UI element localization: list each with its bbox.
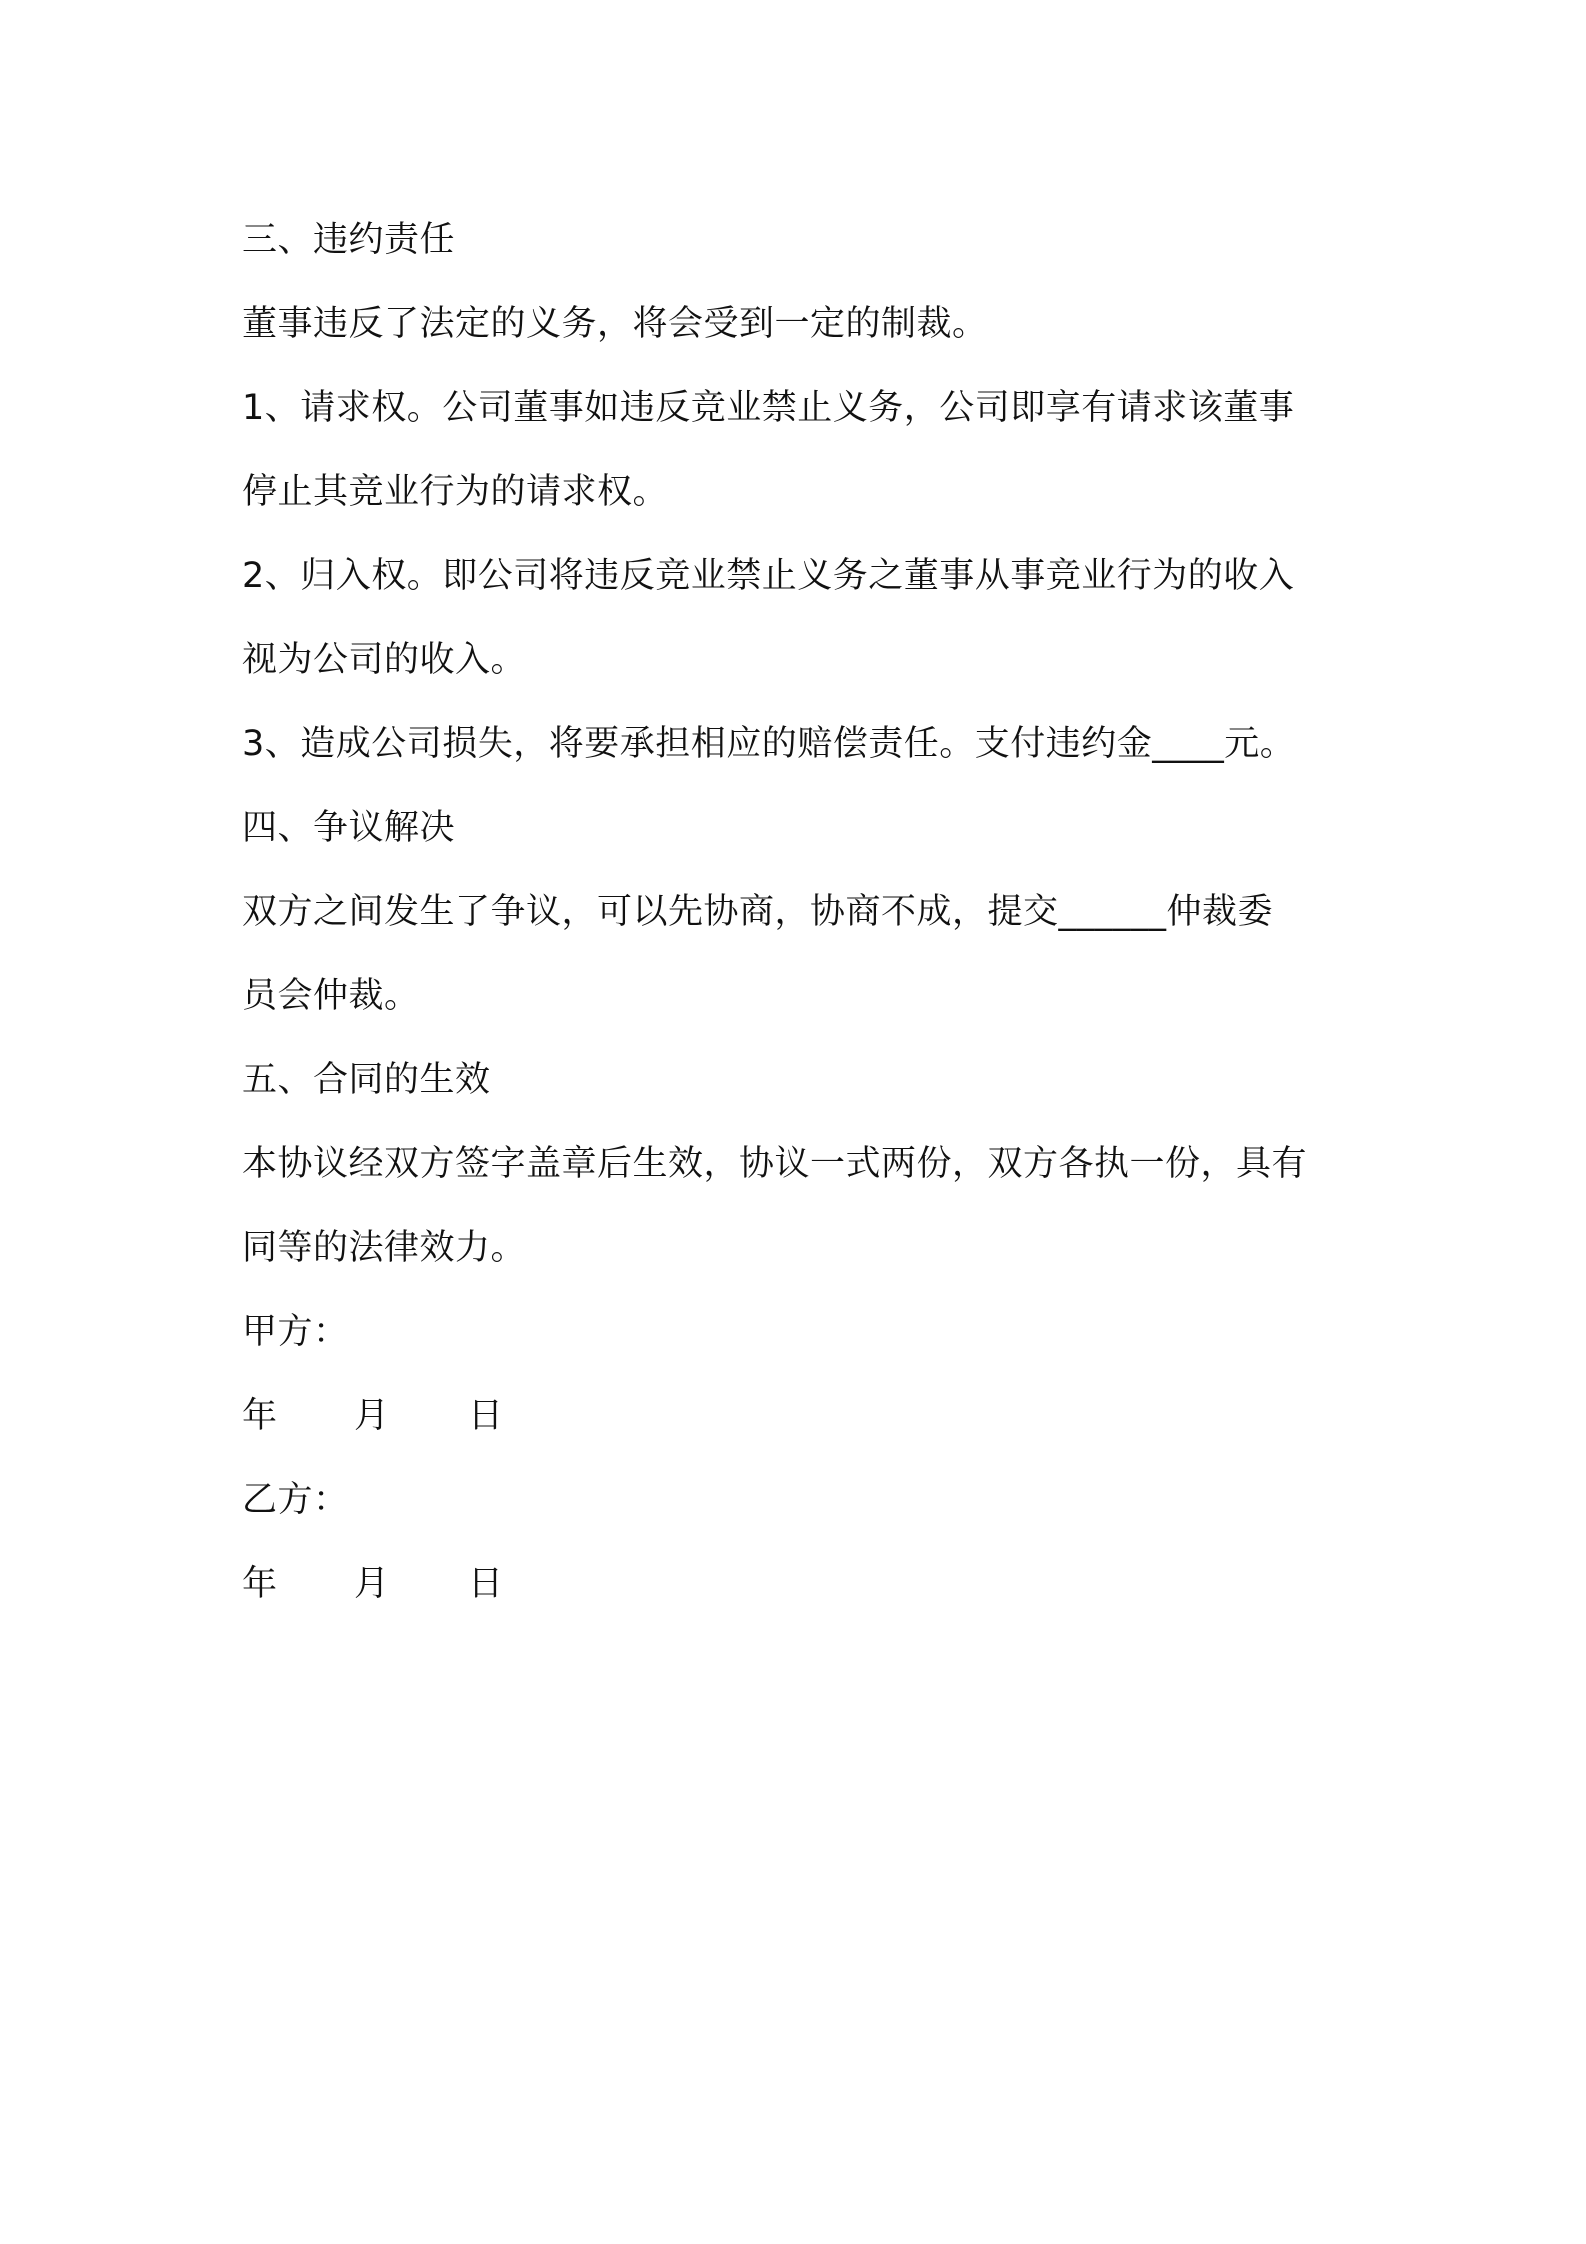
year-label: 年 (242, 1396, 278, 1436)
paragraph-text: 停止其竞业行为的请求权。 (242, 472, 669, 512)
section-heading-breach: 三、违约责任 (242, 220, 456, 260)
day-label: 日 (468, 1396, 504, 1436)
paragraph-text: 视为公司的收入。 (242, 640, 527, 680)
paragraph-text: 1、请求权。公司董事如违反竞业禁止义务，公司即享有请求该董事 (242, 388, 1295, 428)
party-b-date (242, 1542, 1362, 1626)
paragraph-text: 2、归入权。即公司将违反竞业禁止义务之董事从事竞业行为的收入 (242, 556, 1295, 596)
party-a-date (242, 1374, 1362, 1458)
paragraph-text: 董事违反了法定的义务，将会受到一定的制裁。 (242, 304, 988, 344)
paragraph-text: 员会仲裁。 (242, 976, 420, 1016)
day-label: 日 (468, 1564, 504, 1604)
section-heading-effectiveness: 五、合同的生效 (242, 1060, 491, 1100)
section-heading-dispute: 四、争议解决 (242, 808, 456, 848)
party-a-label: 甲方： (242, 1312, 349, 1352)
party-b-label: 乙方： (242, 1480, 349, 1520)
paragraph-text: 本协议经双方签字盖章后生效，协议一式两份，双方各执一份，具有 (242, 1144, 1308, 1184)
paragraph-text: 3、造成公司损失，将要承担相应的赔偿责任。支付违约金____元。 (242, 724, 1296, 764)
month-label: 月 (354, 1564, 390, 1604)
year-label: 年 (242, 1564, 278, 1604)
paragraph-text: 同等的法律效力。 (242, 1228, 527, 1268)
month-label: 月 (354, 1396, 390, 1436)
document-body (242, 198, 1362, 1626)
paragraph-text: 双方之间发生了争议，可以先协商，协商不成，提交______仲裁委 (242, 892, 1274, 932)
